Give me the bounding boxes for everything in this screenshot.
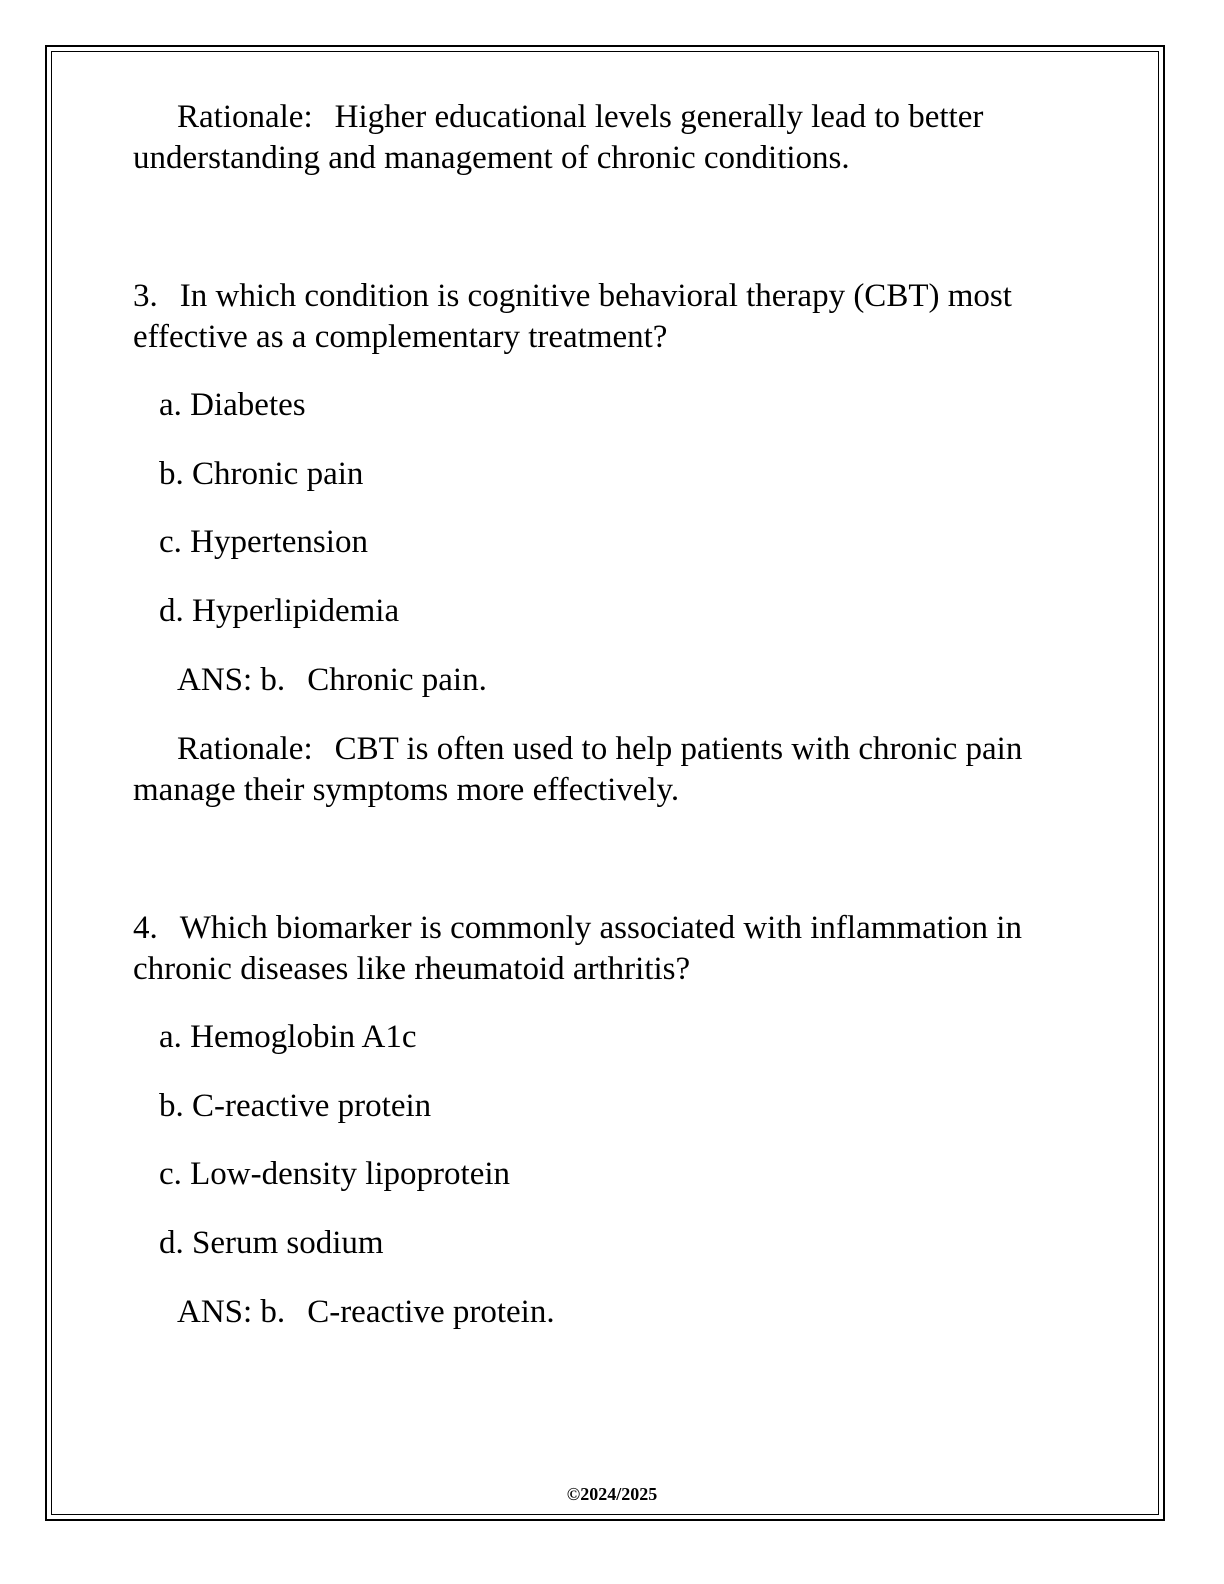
q4-answer-label: ANS: b. bbox=[177, 1294, 286, 1330]
q3-option-b: b. Chronic pain bbox=[159, 456, 364, 492]
q4-question-text: Which biomarker is commonly associated with inflammation in chronic diseases like rheumatoid arthritis? bbox=[133, 910, 1022, 987]
q4-number: 4. bbox=[133, 910, 158, 946]
q2-rationale-label: Rationale: bbox=[177, 99, 313, 135]
q3-rationale-text: CBT is often used to help patients with chronic pain manage their symptoms more effectively. bbox=[133, 731, 1023, 808]
q2-rationale-text: Higher educational levels generally lead to better understanding and management of chronic conditions. bbox=[133, 99, 984, 176]
q3-number: 3. bbox=[133, 278, 158, 314]
q3-question bbox=[133, 276, 1073, 358]
q3-option-c: c. Hypertension bbox=[159, 524, 368, 560]
q3-answer bbox=[177, 660, 487, 701]
q3-answer-text: Chronic pain. bbox=[307, 662, 487, 698]
page-footer-copyright: ©2024/2025 bbox=[566, 1484, 658, 1504]
q4-option-d: d. Serum sodium bbox=[159, 1225, 384, 1261]
q4-option-c: c. Low-density lipoprotein bbox=[159, 1156, 511, 1192]
q4-answer bbox=[177, 1292, 555, 1333]
q4-question bbox=[133, 908, 1073, 990]
q3-option-d: d. Hyperlipidemia bbox=[159, 593, 400, 629]
q4-option-b: b. C-reactive protein bbox=[159, 1088, 432, 1124]
q3-answer-label: ANS: b. bbox=[177, 662, 286, 698]
q3-rationale bbox=[133, 729, 1073, 811]
q3-question-text: In which condition is cognitive behavioral therapy (CBT) most effective as a complementary treatment? bbox=[133, 278, 1012, 355]
q4-answer-text: C-reactive protein. bbox=[307, 1294, 555, 1330]
q2-rationale bbox=[133, 97, 1073, 179]
q3-option-a: a. Diabetes bbox=[159, 387, 306, 423]
q4-option-a: a. Hemoglobin A1c bbox=[159, 1019, 417, 1055]
q3-rationale-label: Rationale: bbox=[177, 731, 313, 767]
